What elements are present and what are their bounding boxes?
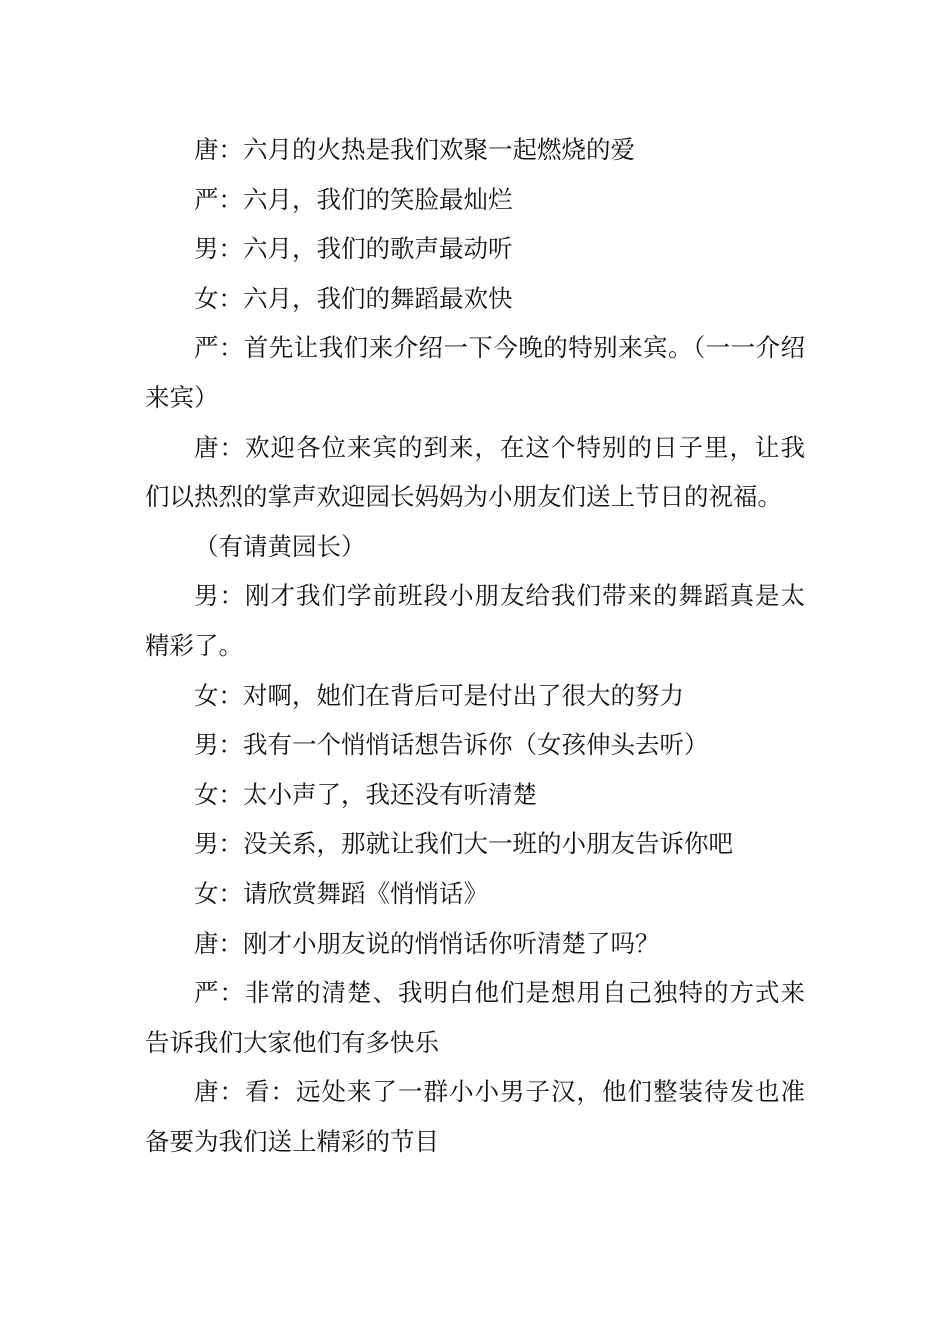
paragraph: （有请黄园长） [194, 531, 366, 561]
paragraph: 严：非常的清楚、我明白他们是想用自己独特的方式来告诉我们大家他们有多快乐 [145, 978, 805, 1057]
paragraph: 严：首先让我们来介绍一下今晚的特别来宾。（一一介绍来宾） [145, 333, 805, 412]
paragraph: 男：我有一个悄悄话想告诉你（女孩伸头去听） [194, 730, 709, 760]
paragraph: 男：没关系，那就让我们大一班的小朋友告诉你吧 [194, 829, 733, 859]
paragraph: 女：六月，我们的舞蹈最欢快 [194, 283, 513, 313]
paragraph: 严：六月，我们的笑脸最灿烂 [194, 184, 513, 214]
paragraph: 女：太小声了，我还没有听清楚 [194, 779, 537, 809]
paragraph: 女：对啊，她们在背后可是付出了很大的努力 [194, 680, 684, 710]
paragraph: 唐：看：远处来了一群小小男子汉，他们整装待发也准备要为我们送上精彩的节目 [145, 1077, 805, 1156]
paragraph: 唐：刚才小朋友说的悄悄话你听清楚了吗？ [194, 928, 660, 958]
paragraph: 男：刚才我们学前班段小朋友给我们带来的舞蹈真是太精彩了。 [145, 581, 805, 660]
document-body [145, 125, 805, 1166]
paragraph: 唐：欢迎各位来宾的到来，在这个特别的日子里，让我们以热烈的掌声欢迎园长妈妈为小朋友们送上节日的祝福。 [145, 432, 805, 512]
paragraph: 唐：六月的火热是我们欢聚一起燃烧的爱 [194, 135, 635, 164]
paragraph: 女：请欣赏舞蹈《悄悄话》 [194, 878, 488, 908]
paragraph: 男：六月，我们的歌声最动听 [194, 234, 513, 264]
